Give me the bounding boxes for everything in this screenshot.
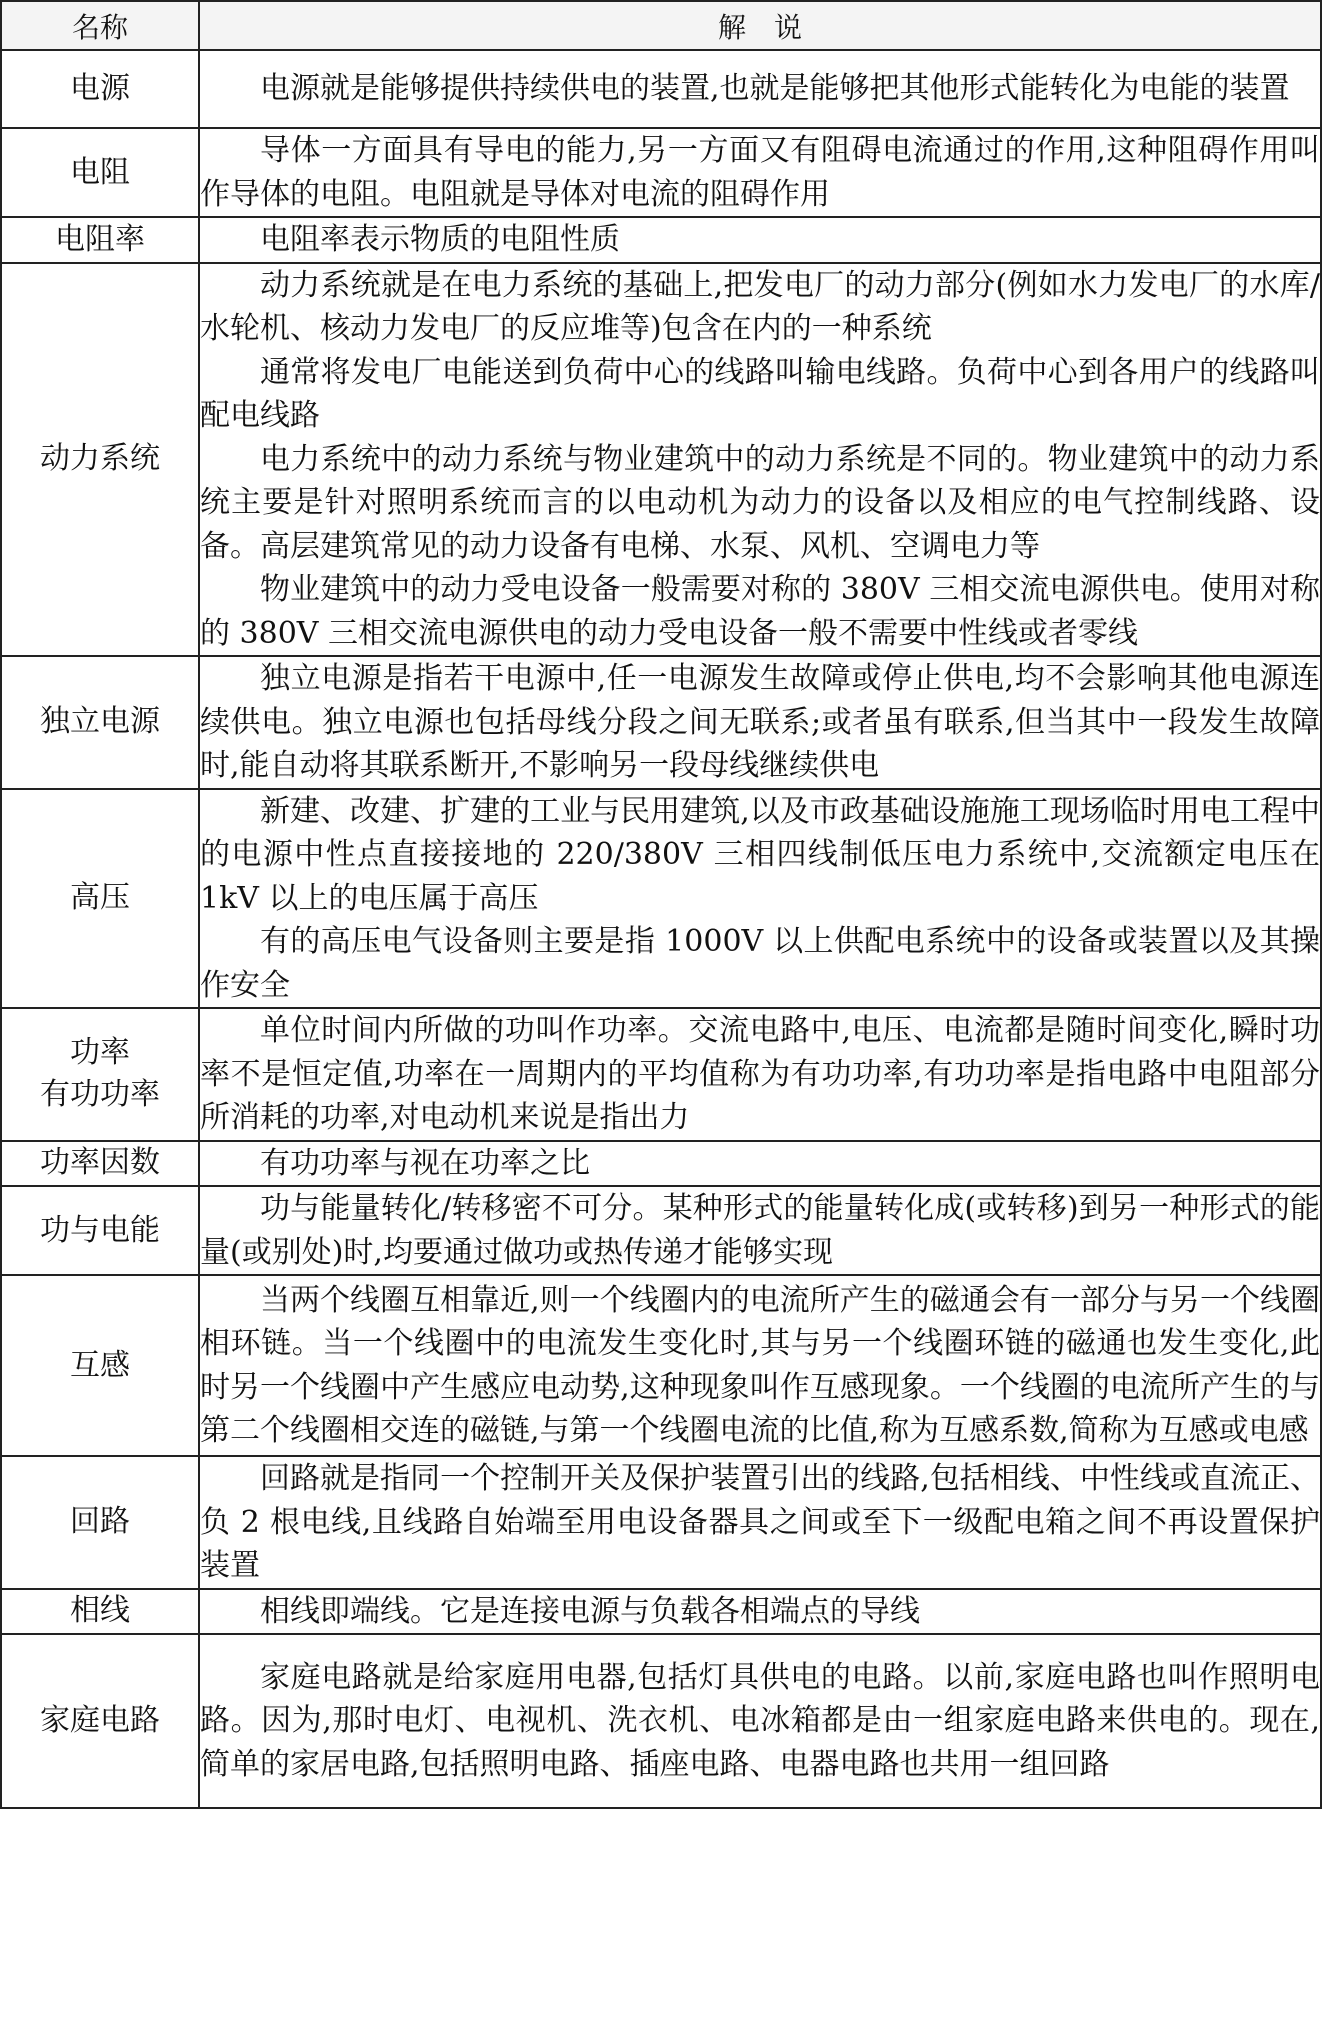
table-row <box>1 789 1321 1009</box>
table-row <box>1 1275 1321 1456</box>
term-label: 电阻 <box>70 154 130 190</box>
description-paragraph: 独立电源是指若干电源中,任一电源发生故障或停止供电,均不会影响其他电源连续供电。独立电源也包括母线分段之间无联系;或者虽有联系,但当其中一段发生故障时,能自动将其联系断开,不影响另一段母线继续供电 <box>200 661 1320 783</box>
term-cell <box>1 789 199 1009</box>
term-label: 动力系统 <box>40 441 160 477</box>
term-label: 功率因数 <box>40 1145 160 1181</box>
term-cell <box>1 656 199 789</box>
description-cell <box>199 128 1321 217</box>
description-paragraph: 动力系统就是在电力系统的基础上,把发电厂的动力部分(例如水力发电厂的水库/水轮机、核动力发电厂的反应堆等)包含在内的一种系统 <box>200 267 1320 346</box>
description-cell <box>199 789 1321 1009</box>
description-paragraph: 当两个线圈互相靠近,则一个线圈内的电流所产生的磁通会有一部分与另一个线圈相环链。当一个线圈中的电流发生变化时,其与另一个线圈环链的磁通也发生变化,此时另一个线圈中产生感应电动势,这种现象叫作互感现象。一个线圈的电流所产生的与第二个线圈相交连的磁链,与第一个线圈电流的比值,称为互感系数,简称为互感或电感 <box>200 1282 1320 1448</box>
term-label: 回路 <box>70 1504 130 1540</box>
term-label: 相线 <box>70 1593 130 1629</box>
term-label: 高压 <box>70 880 130 916</box>
description-cell <box>199 1634 1321 1808</box>
term-cell <box>1 1275 199 1456</box>
table-row <box>1 1456 1321 1589</box>
table-row <box>1 1008 1321 1141</box>
term-cell <box>1 1141 199 1187</box>
description-paragraph: 导体一方面具有导电的能力,另一方面又有阻碍电流通过的作用,这种阻碍作用叫作导体的电阻。电阻就是导体对电流的阻碍作用 <box>200 133 1320 212</box>
term-label: 功与电能 <box>40 1212 160 1248</box>
header-description: 解 说 <box>199 1 1321 50</box>
term-cell <box>1 1589 199 1635</box>
table-row <box>1 50 1321 128</box>
term-label: 有功功率 <box>40 1077 160 1113</box>
description-cell <box>199 217 1321 263</box>
description-cell <box>199 1186 1321 1275</box>
description-cell <box>199 656 1321 789</box>
table-row <box>1 128 1321 217</box>
description-paragraph: 回路就是指同一个控制开关及保护装置引出的线路,包括相线、中性线或直流正、负 2 根电线,且线路自始端至用电设备器具之间或至下一级配电箱之间不再设置保护装置 <box>200 1461 1320 1583</box>
description-cell <box>199 1589 1321 1635</box>
term-cell <box>1 1634 199 1808</box>
term-label: 功率 <box>70 1035 130 1071</box>
table-row <box>1 1186 1321 1275</box>
term-cell <box>1 1008 199 1141</box>
description-paragraph: 有的高压电气设备则主要是指 1000V 以上供配电系统中的设备或装置以及其操作安全 <box>200 924 1320 1003</box>
description-cell <box>199 1456 1321 1589</box>
description-paragraph: 家庭电路就是给家庭用电器,包括灯具供电的电路。以前,家庭电路也叫作照明电路。因为,那时电灯、电视机、洗衣机、电冰箱都是由一组家庭电路来供电的。现在,简单的家居电路,包括照明电路、插座电路、电器电路也共用一组回路 <box>200 1659 1320 1782</box>
table-row <box>1 217 1321 263</box>
term-label: 电源 <box>70 71 130 106</box>
description-paragraph: 电力系统中的动力系统与物业建筑中的动力系统是不同的。物业建筑中的动力系统主要是针对照明系统而言的以电动机为动力的设备以及相应的电气控制线路、设备。高层建筑常见的动力设备有电梯、水泵、风机、空调电力等 <box>200 441 1320 564</box>
term-label: 独立电源 <box>40 704 160 740</box>
table-row <box>1 263 1321 657</box>
description-cell <box>199 1141 1321 1187</box>
description-paragraph: 通常将发电厂电能送到负荷中心的线路叫输电线路。负荷中心到各用户的线路叫配电线路 <box>200 354 1320 433</box>
table-row <box>1 1589 1321 1635</box>
description-cell <box>199 1275 1321 1456</box>
description-cell <box>199 50 1321 128</box>
header-name: 名称 <box>1 1 199 50</box>
term-label: 电阻率 <box>55 221 145 257</box>
table-row <box>1 1634 1321 1808</box>
term-cell <box>1 50 199 128</box>
header-row <box>1 1 1321 50</box>
description-paragraph: 电阻率表示物质的电阻性质 <box>260 222 620 257</box>
term-cell <box>1 263 199 657</box>
table-row <box>1 1141 1321 1187</box>
description-paragraph: 功与能量转化/转移密不可分。某种形式的能量转化成(或转移)到另一种形式的能量(或别处)时,均要通过做功或热传递才能够实现 <box>200 1191 1320 1270</box>
description-cell <box>199 1008 1321 1141</box>
description-paragraph: 相线即端线。它是连接电源与负载各相端点的导线 <box>260 1593 920 1629</box>
description-cell <box>199 263 1321 657</box>
term-cell <box>1 1456 199 1589</box>
term-label: 家庭电路 <box>40 1703 160 1738</box>
term-cell <box>1 1186 199 1275</box>
table-row <box>1 656 1321 789</box>
description-paragraph: 单位时间内所做的功叫作功率。交流电路中,电压、电流都是随时间变化,瞬时功率不是恒定值,功率在一周期内的平均值称为有功功率,有功功率是指电路中电阻部分所消耗的功率,对电动机来说是指出力 <box>200 1013 1320 1135</box>
description-paragraph: 物业建筑中的动力受电设备一般需要对称的 380V 三相交流电源供电。使用对称的 380V 三相交流电源供电的动力受电设备一般不需要中性线或者零线 <box>200 572 1320 651</box>
description-paragraph: 电源就是能够提供持续供电的装置,也就是能够把其他形式能转化为电能的装置 <box>260 71 1290 107</box>
term-label: 互感 <box>70 1347 130 1383</box>
term-cell <box>1 128 199 217</box>
term-cell <box>1 217 199 263</box>
description-paragraph: 有功功率与视在功率之比 <box>260 1145 590 1181</box>
description-paragraph: 新建、改建、扩建的工业与民用建筑,以及市政基础设施施工现场临时用电工程中的电源中性点直接接地的 220/380V 三相四线制低压电力系统中,交流额定电压在 1kV 以上的电压属于高压 <box>200 793 1320 916</box>
